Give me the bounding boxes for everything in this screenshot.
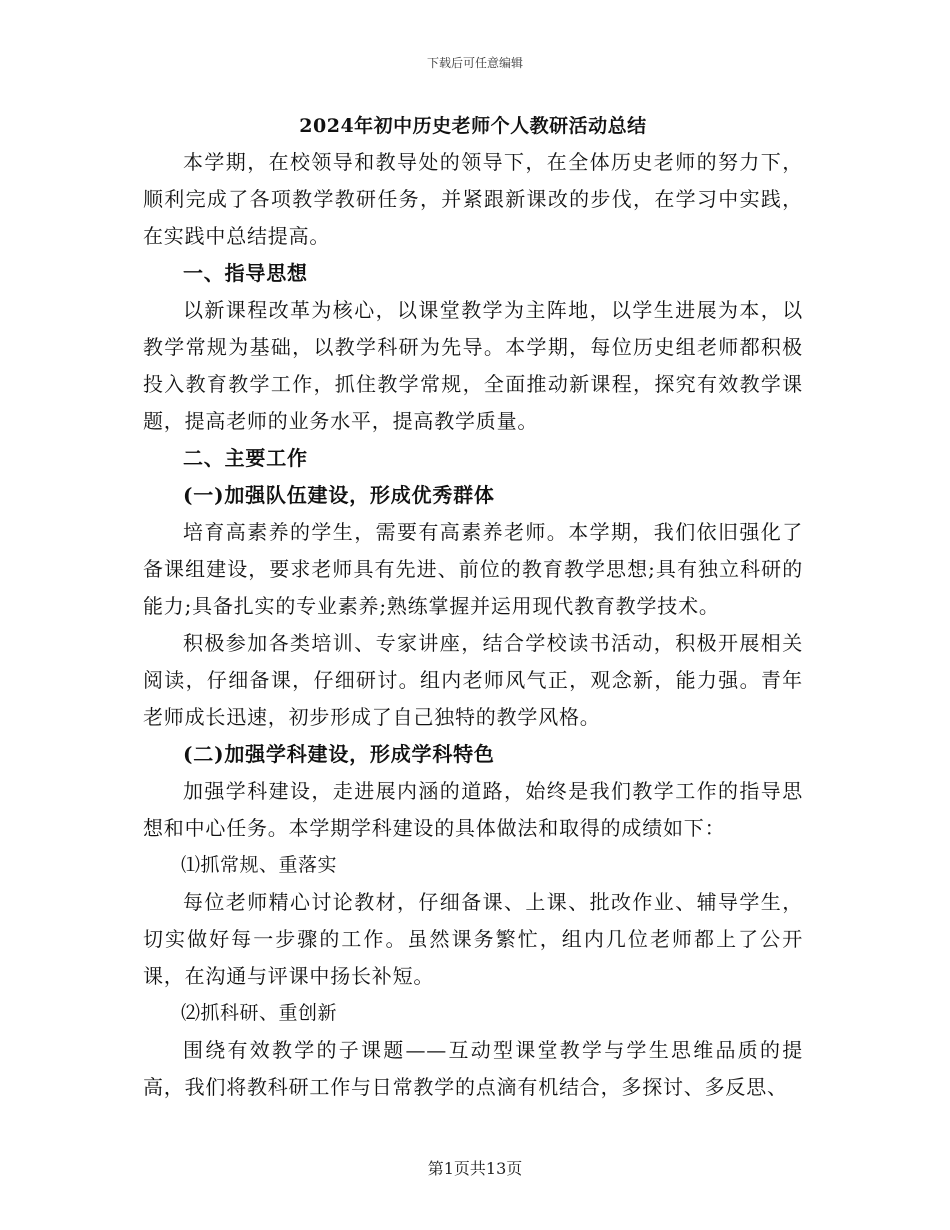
- item-body-routine: 每位老师精心讨论教材，仔细备课、上课、批改作业、辅导学生，切实做好每一步骤的工作。虽然课务繁忙，组内几位老师都上了公开课，在沟通与评课中扬长补短。: [143, 890, 803, 988]
- item-label-research: ⑵抓科研、重创新: [181, 1002, 338, 1024]
- team-building-paragraph-1: 培育高素养的学生，需要有高素养老师。本学期，我们依旧强化了备课组建设，要求老师具有先进、前位的教育教学思想;具有独立科研的能力;具备扎实的专业素养;熟练掌握并运用现代教育教学技术。: [143, 520, 803, 618]
- section-heading-main-work: 二、主要工作: [183, 446, 308, 470]
- discipline-building-paragraph: 加强学科建设，走进展内涵的道路，始终是我们教学工作的指导思想和中心任务。本学期学科建设的具体做法和取得的成绩如下：: [143, 779, 803, 840]
- subsection-heading-team-building: (一)加强队伍建设，形成优秀群体: [183, 483, 495, 507]
- guiding-ideology-paragraph: 以新课程改革为核心，以课堂教学为主阵地，以学生进展为本，以教学常规为基础，以教学科研为先导。本学期，每位历史组老师都积极投入教育教学工作，抓住教学常规，全面推动新课程，探究有效教学课题，提高老师的业务水平，提高教学质量。: [143, 298, 803, 433]
- page-footer: 第1页共13页: [427, 1159, 523, 1178]
- subsection-heading-discipline-building: (二)加强学科建设，形成学科特色: [183, 742, 495, 766]
- team-building-paragraph-2: 积极参加各类培训、专家讲座，结合学校读书活动，积极开展相关阅读，仔细备课，仔细研讨。组内老师风气正，观念新，能力强。青年老师成长迅速，初步形成了自己独特的教学风格。: [143, 631, 803, 729]
- document-body: [143, 112, 803, 1106]
- intro-paragraph: 本学期，在校领导和教导处的领导下，在全体历史老师的努力下，顺利完成了各项教学教研任务，并紧跟新课改的步伐，在学习中实践，在实践中总结提高。: [143, 150, 803, 248]
- item-body-research: 围绕有效教学的子课题——互动型课堂教学与学生思维品质的提高，我们将教科研工作与日常教学的点滴有机结合，多探讨、多反思、: [143, 1038, 803, 1099]
- header-note: 下载后可任意编辑: [426, 56, 523, 70]
- document-title: 2024年初中历史老师个人教研活动总结: [299, 115, 647, 137]
- item-label-routine: ⑴抓常规、重落实: [181, 854, 338, 876]
- section-heading-guiding-ideology: 一、指导思想: [183, 261, 308, 285]
